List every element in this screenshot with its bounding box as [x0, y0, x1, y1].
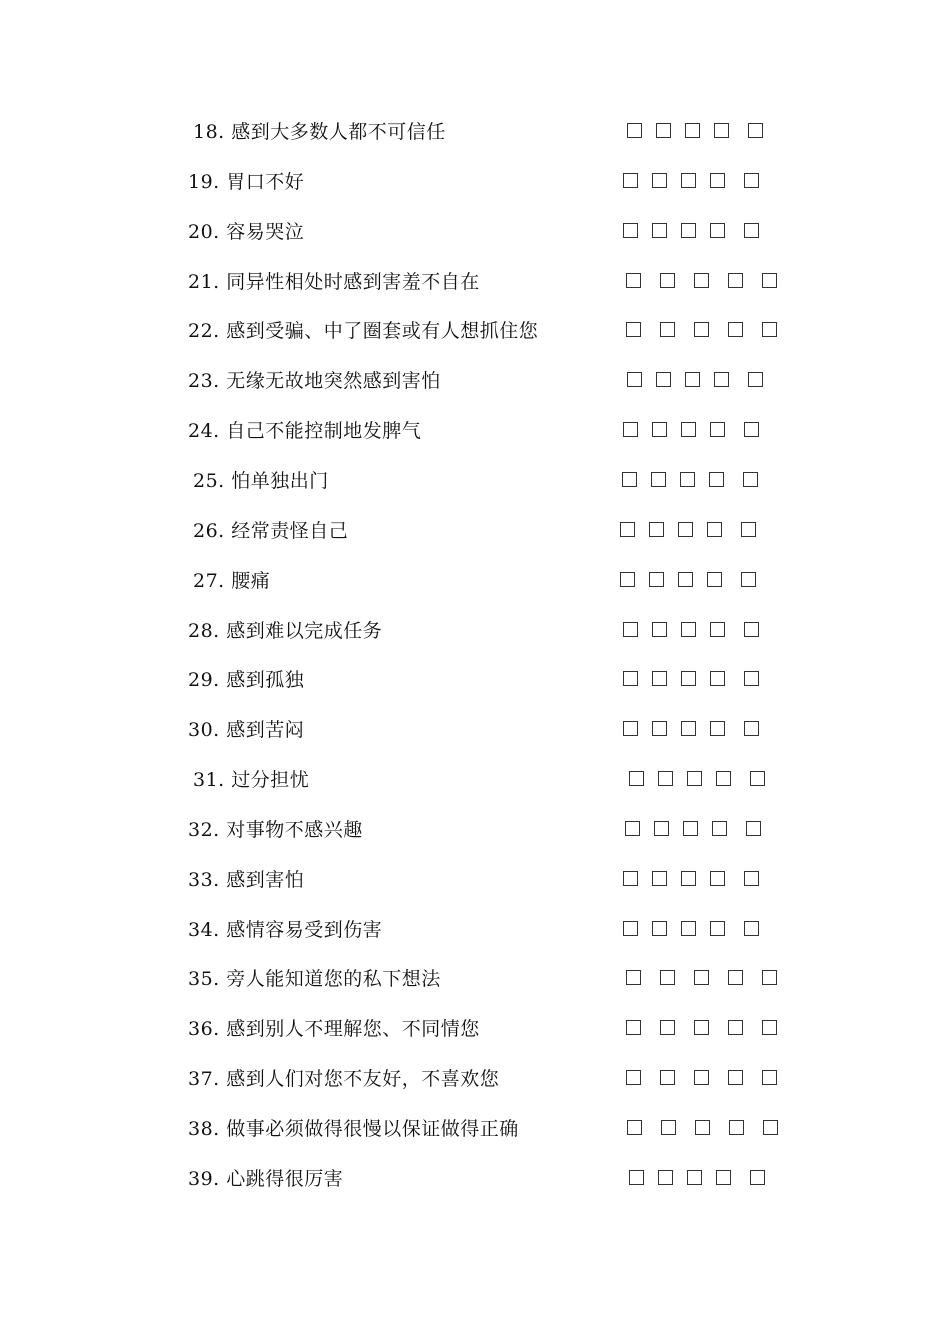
- rating-checkbox-2[interactable]: [649, 572, 664, 587]
- rating-checkbox-1[interactable]: [622, 472, 637, 487]
- rating-checkbox-3[interactable]: [681, 921, 696, 936]
- question-label: 25. 怕单独出门: [193, 469, 329, 492]
- rating-options: [622, 472, 758, 490]
- question-label: 32. 对事物不感兴趣: [188, 818, 363, 841]
- rating-checkbox-5[interactable]: [741, 572, 756, 587]
- question-label: 29. 感到孤独: [188, 669, 305, 692]
- rating-checkbox-1[interactable]: [625, 821, 640, 836]
- question-row: [0, 715, 950, 745]
- rating-checkbox-5[interactable]: [744, 223, 759, 238]
- question-row: [0, 765, 950, 795]
- rating-checkbox-1[interactable]: [627, 1120, 642, 1135]
- rating-checkbox-3[interactable]: [694, 322, 709, 337]
- rating-checkbox-5[interactable]: [750, 1170, 765, 1185]
- question-row: [0, 915, 950, 945]
- question-label: 21. 同异性相处时感到害羞不自在: [188, 270, 480, 293]
- rating-checkbox-3[interactable]: [681, 671, 696, 686]
- question-label: 22. 感到受骗、中了圈套或有人想抓住您: [188, 320, 539, 343]
- rating-checkbox-4[interactable]: [710, 622, 725, 637]
- question-label: 26. 经常责怪自己: [193, 519, 349, 542]
- rating-checkbox-2[interactable]: [656, 123, 671, 138]
- rating-checkbox-2[interactable]: [660, 1020, 675, 1035]
- rating-checkbox-4[interactable]: [710, 721, 725, 736]
- rating-options: [623, 223, 759, 241]
- rating-options: [629, 771, 765, 789]
- rating-checkbox-5[interactable]: [762, 970, 777, 985]
- rating-options: [620, 572, 756, 590]
- rating-checkbox-1[interactable]: [623, 223, 638, 238]
- rating-checkbox-3[interactable]: [694, 1070, 709, 1085]
- rating-checkbox-2[interactable]: [652, 223, 667, 238]
- question-label: 24. 自己不能控制地发脾气: [188, 420, 422, 443]
- rating-checkbox-2[interactable]: [661, 1120, 676, 1135]
- rating-checkbox-4[interactable]: [729, 1120, 744, 1135]
- rating-checkbox-3[interactable]: [695, 1120, 710, 1135]
- rating-options: [623, 921, 759, 939]
- rating-checkbox-2[interactable]: [660, 1070, 675, 1085]
- question-row: [0, 815, 950, 845]
- rating-checkbox-5[interactable]: [762, 1070, 777, 1085]
- question-row: [0, 964, 950, 994]
- rating-checkbox-4[interactable]: [709, 472, 724, 487]
- rating-checkbox-4[interactable]: [716, 1170, 731, 1185]
- rating-checkbox-1[interactable]: [626, 322, 641, 337]
- rating-checkbox-4[interactable]: [714, 123, 729, 138]
- question-row: [0, 466, 950, 496]
- rating-checkbox-3[interactable]: [678, 572, 693, 587]
- rating-checkbox-5[interactable]: [748, 123, 763, 138]
- question-label: 38. 做事必须做得很慢以保证做得正确: [188, 1118, 519, 1140]
- rating-checkbox-2[interactable]: [654, 821, 669, 836]
- rating-checkbox-3[interactable]: [687, 1170, 702, 1185]
- rating-checkbox-5[interactable]: [744, 422, 759, 437]
- rating-options: [627, 123, 763, 141]
- rating-checkbox-4[interactable]: [728, 1070, 743, 1085]
- rating-checkbox-4[interactable]: [728, 322, 743, 337]
- question-label: 19. 胃口不好: [188, 170, 305, 193]
- rating-checkbox-3[interactable]: [681, 223, 696, 238]
- rating-checkbox-5[interactable]: [763, 1120, 778, 1135]
- rating-options: [620, 522, 756, 540]
- rating-options: [626, 1020, 777, 1038]
- rating-checkbox-2[interactable]: [660, 322, 675, 337]
- rating-checkbox-5[interactable]: [750, 771, 765, 786]
- question-row: [0, 217, 950, 247]
- question-label: 35. 旁人能知道您的私下想法: [188, 968, 441, 991]
- rating-checkbox-1[interactable]: [623, 671, 638, 686]
- rating-checkbox-1[interactable]: [623, 622, 638, 637]
- rating-checkbox-2[interactable]: [652, 422, 667, 437]
- rating-checkbox-2[interactable]: [652, 871, 667, 886]
- rating-checkbox-5[interactable]: [762, 273, 777, 288]
- question-row: [0, 1164, 950, 1194]
- rating-options: [627, 372, 763, 390]
- rating-options: [627, 1120, 778, 1138]
- rating-checkbox-5[interactable]: [744, 173, 759, 188]
- question-label: 18. 感到大多数人都不可信任: [193, 121, 446, 143]
- rating-checkbox-5[interactable]: [744, 622, 759, 637]
- rating-checkbox-4[interactable]: [716, 771, 731, 786]
- rating-checkbox-5[interactable]: [744, 721, 759, 736]
- rating-checkbox-2[interactable]: [660, 273, 675, 288]
- question-row: [0, 316, 950, 346]
- question-row: [0, 616, 950, 646]
- question-row: [0, 1114, 950, 1144]
- question-row: [0, 416, 950, 446]
- rating-checkbox-4[interactable]: [728, 273, 743, 288]
- rating-options: [623, 622, 759, 640]
- rating-checkbox-5[interactable]: [744, 921, 759, 936]
- question-row: [0, 167, 950, 197]
- rating-checkbox-1[interactable]: [629, 771, 644, 786]
- rating-checkbox-4[interactable]: [728, 970, 743, 985]
- rating-checkbox-5[interactable]: [741, 522, 756, 537]
- rating-checkbox-2[interactable]: [652, 721, 667, 736]
- rating-checkbox-3[interactable]: [685, 123, 700, 138]
- rating-options: [623, 173, 759, 191]
- rating-options: [623, 422, 759, 440]
- question-label: 39. 心跳得很厉害: [188, 1167, 344, 1190]
- question-label: 33. 感到害怕: [188, 868, 305, 891]
- rating-checkbox-1[interactable]: [627, 123, 642, 138]
- question-row: [0, 366, 950, 396]
- rating-checkbox-4[interactable]: [710, 223, 725, 238]
- rating-options: [626, 1070, 777, 1088]
- rating-checkbox-5[interactable]: [762, 322, 777, 337]
- rating-options: [625, 821, 761, 839]
- rating-checkbox-4[interactable]: [728, 1020, 743, 1035]
- rating-checkbox-2[interactable]: [658, 1170, 673, 1185]
- rating-checkbox-2[interactable]: [652, 671, 667, 686]
- rating-checkbox-5[interactable]: [744, 871, 759, 886]
- rating-checkbox-5[interactable]: [746, 821, 761, 836]
- rating-options: [626, 970, 777, 988]
- rating-checkbox-1[interactable]: [626, 970, 641, 985]
- rating-checkbox-1[interactable]: [626, 1070, 641, 1085]
- question-row: [0, 117, 950, 147]
- rating-checkbox-3[interactable]: [678, 522, 693, 537]
- rating-checkbox-4[interactable]: [707, 522, 722, 537]
- rating-checkbox-1[interactable]: [623, 721, 638, 736]
- rating-checkbox-3[interactable]: [680, 472, 695, 487]
- rating-checkbox-5[interactable]: [744, 671, 759, 686]
- rating-checkbox-3[interactable]: [681, 422, 696, 437]
- rating-options: [626, 273, 777, 291]
- rating-options: [623, 671, 759, 689]
- question-row: [0, 665, 950, 695]
- rating-checkbox-1[interactable]: [629, 1170, 644, 1185]
- rating-checkbox-2[interactable]: [656, 372, 671, 387]
- rating-checkbox-3[interactable]: [685, 372, 700, 387]
- rating-checkbox-1[interactable]: [623, 422, 638, 437]
- rating-checkbox-1[interactable]: [620, 572, 635, 587]
- question-label: 23. 无缘无故地突然感到害怕: [188, 370, 441, 393]
- rating-checkbox-3[interactable]: [687, 771, 702, 786]
- question-row: [0, 1064, 950, 1094]
- rating-checkbox-3[interactable]: [694, 1020, 709, 1035]
- question-row: [0, 865, 950, 895]
- question-row: [0, 516, 950, 546]
- rating-options: [629, 1170, 765, 1188]
- rating-checkbox-2[interactable]: [649, 522, 664, 537]
- rating-checkbox-3[interactable]: [681, 721, 696, 736]
- question-label: 20. 容易哭泣: [188, 220, 305, 243]
- rating-checkbox-1[interactable]: [623, 173, 638, 188]
- rating-checkbox-5[interactable]: [762, 1020, 777, 1035]
- rating-checkbox-4[interactable]: [710, 671, 725, 686]
- rating-checkbox-2[interactable]: [652, 173, 667, 188]
- rating-options: [623, 721, 759, 739]
- rating-checkbox-1[interactable]: [623, 921, 638, 936]
- rating-checkbox-2[interactable]: [651, 472, 666, 487]
- rating-checkbox-5[interactable]: [743, 472, 758, 487]
- rating-checkbox-4[interactable]: [707, 572, 722, 587]
- rating-checkbox-1[interactable]: [620, 522, 635, 537]
- rating-checkbox-3[interactable]: [681, 622, 696, 637]
- rating-checkbox-3[interactable]: [681, 871, 696, 886]
- rating-checkbox-1[interactable]: [626, 273, 641, 288]
- question-row: [0, 1014, 950, 1044]
- rating-checkbox-4[interactable]: [712, 821, 727, 836]
- rating-checkbox-1[interactable]: [627, 372, 642, 387]
- rating-checkbox-2[interactable]: [652, 622, 667, 637]
- rating-checkbox-4[interactable]: [710, 173, 725, 188]
- rating-checkbox-2[interactable]: [652, 921, 667, 936]
- rating-checkbox-4[interactable]: [714, 372, 729, 387]
- question-label: 37. 感到人们对您不友好，不喜欢您: [188, 1068, 500, 1091]
- rating-checkbox-1[interactable]: [626, 1020, 641, 1035]
- rating-checkbox-2[interactable]: [658, 771, 673, 786]
- rating-checkbox-2[interactable]: [660, 970, 675, 985]
- rating-checkbox-1[interactable]: [623, 871, 638, 886]
- rating-checkbox-3[interactable]: [681, 173, 696, 188]
- rating-checkbox-3[interactable]: [683, 821, 698, 836]
- rating-checkbox-3[interactable]: [694, 970, 709, 985]
- rating-checkbox-3[interactable]: [694, 273, 709, 288]
- rating-checkbox-4[interactable]: [710, 921, 725, 936]
- question-label: 30. 感到苦闷: [188, 719, 305, 742]
- question-row: [0, 566, 950, 596]
- rating-options: [623, 871, 759, 889]
- question-label: 27. 腰痛: [193, 569, 271, 592]
- rating-checkbox-5[interactable]: [748, 372, 763, 387]
- rating-checkbox-4[interactable]: [710, 871, 725, 886]
- rating-options: [626, 322, 777, 340]
- question-label: 34. 感情容易受到伤害: [188, 918, 383, 941]
- question-label: 31. 过分担忧: [193, 769, 310, 792]
- question-row: [0, 267, 950, 297]
- rating-checkbox-4[interactable]: [710, 422, 725, 437]
- question-label: 28. 感到难以完成任务: [188, 619, 383, 642]
- question-label: 36. 感到别人不理解您、不同情您: [188, 1018, 480, 1041]
